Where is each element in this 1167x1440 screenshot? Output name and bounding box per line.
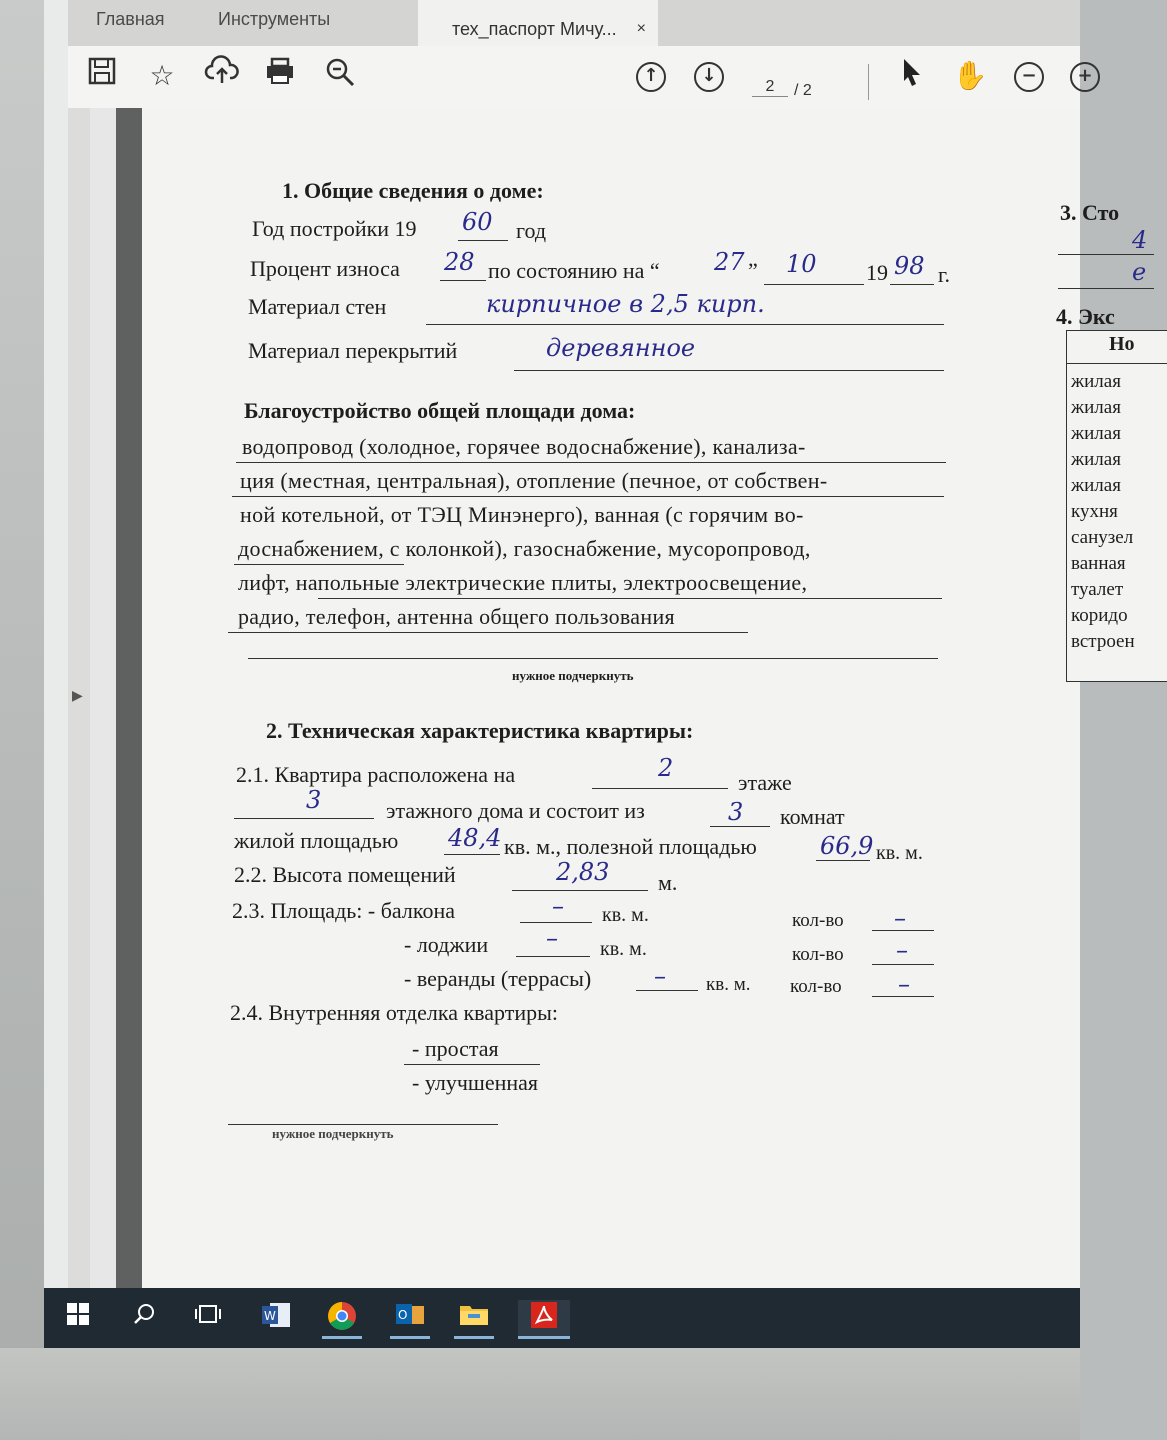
floors-value: деревянное: [546, 334, 696, 362]
s23-balcony-count: –: [894, 904, 906, 932]
tab-document-label: тех_паспорт Мичу...: [452, 19, 617, 39]
star-icon[interactable]: ☆: [149, 59, 175, 92]
walls-label: Материал стен: [248, 294, 387, 319]
s21-floors-line: [234, 818, 374, 819]
right-section-4-title: 4. Экс: [1056, 304, 1115, 329]
year-line: [458, 240, 508, 241]
s23-loggia-unit: кв. м.: [600, 938, 647, 960]
s23-balcony-value: –: [552, 892, 564, 920]
close-icon[interactable]: ×: [636, 20, 646, 37]
s23-loggia-line: [516, 956, 590, 957]
s21-floor: 2: [658, 754, 674, 782]
amenities-title: Благоустройство общей площади дома:: [244, 398, 636, 423]
s21-label-g: кв. м.: [876, 842, 923, 864]
s21-label-e: жилой площадью: [234, 828, 399, 853]
floors-label: Материал перекрытий: [248, 338, 458, 363]
wear-year: 98: [894, 252, 925, 280]
s22-line: [512, 890, 648, 891]
hand-tool-icon[interactable]: ✋: [952, 59, 988, 92]
amenities-line-4: доснабжением, с колонкой), газоснабжение, мусоропровод,: [238, 536, 811, 561]
s23-veranda-count-line: [872, 996, 934, 997]
acrobat-icon[interactable]: [518, 1300, 570, 1339]
right-table-header: [1067, 331, 1167, 364]
wear-mid: по состоянию на “: [488, 258, 660, 283]
s23-veranda-line: [636, 990, 698, 991]
wear-year-pre: 19: [866, 260, 888, 285]
wear-month: 10: [786, 250, 817, 278]
table-row: встроен: [1071, 631, 1135, 652]
wear-month-line: [764, 284, 864, 285]
s22-unit: м.: [658, 870, 678, 895]
document-viewer[interactable]: [68, 108, 1148, 1288]
table-row: жилая: [1071, 475, 1121, 496]
svg-text:O: O: [398, 1308, 408, 1322]
right-hw-1: 4: [1132, 226, 1148, 254]
wear-g: г.: [938, 262, 951, 287]
walls-value: кирпичное в 2,5 кирп.: [486, 290, 765, 318]
print-icon[interactable]: [260, 56, 300, 96]
s22-height: 2,83: [556, 858, 610, 886]
s24-label: 2.4. Внутренняя отделка квартиры:: [230, 1000, 559, 1025]
right-table: [1066, 330, 1167, 682]
s23-veranda-unit: кв. м.: [706, 974, 751, 995]
s21-floors: 3: [306, 786, 322, 814]
cloud-upload-icon[interactable]: [202, 56, 242, 96]
chrome-icon[interactable]: [322, 1300, 362, 1339]
expand-arrow-icon[interactable]: ▶: [72, 688, 83, 704]
s21-label-c: этажного дома и состоит из: [386, 798, 645, 823]
note-line-1: [248, 658, 938, 659]
svg-text:W: W: [264, 1309, 276, 1323]
s21-label-d: комнат: [780, 804, 845, 829]
page-up-icon[interactable]: ↑: [636, 62, 666, 92]
task-view-icon[interactable]: [188, 1300, 228, 1336]
wear-day: 27: [714, 248, 745, 276]
table-row: жилая: [1071, 449, 1121, 470]
wear-year-line: [890, 284, 934, 285]
toolbar-divider: [868, 64, 869, 100]
zoom-search-icon[interactable]: [320, 56, 360, 96]
s23-balcony-count-line: [872, 930, 934, 931]
toolbar: [68, 46, 1093, 109]
page-down-icon[interactable]: ↓: [694, 62, 724, 92]
s23-veranda-label: - веранды (террасы): [404, 966, 592, 991]
s23-veranda-count: –: [898, 970, 910, 998]
right-table-header-label: Но: [1109, 333, 1135, 355]
s23-balcony-line: [520, 922, 592, 923]
s23-loggia-count-line: [872, 964, 934, 965]
wear-quote: ”: [748, 258, 758, 283]
tab-bar: [68, 0, 1080, 46]
table-row: коридо: [1071, 605, 1128, 626]
search-icon[interactable]: [124, 1300, 164, 1336]
right-hw-2: е: [1132, 258, 1147, 286]
table-row: жилая: [1071, 397, 1121, 418]
side-panel-toggle[interactable]: [68, 108, 90, 1288]
year-value: 60: [462, 208, 493, 236]
wear-value: 28: [444, 248, 475, 276]
amenities-underline-5: [318, 598, 942, 599]
s23-loggia-label: - лоджии: [404, 932, 489, 957]
windows-start-icon[interactable]: [58, 1300, 98, 1336]
tab-home[interactable]: Главная: [96, 9, 165, 29]
tab-document[interactable]: [418, 0, 658, 50]
amenities-underline-2: [232, 496, 944, 497]
s24-simple-underline: [404, 1064, 540, 1065]
s22-label: 2.2. Высота помещений: [234, 862, 456, 887]
amenities-line-2: ция (местная, центральная), отопление (печное, от собствен-: [240, 468, 828, 493]
walls-line: [426, 324, 944, 325]
amenities-underline-6: [228, 632, 748, 633]
table-row: санузел: [1071, 527, 1134, 548]
s21-useful-line: [816, 860, 870, 861]
page-number-input[interactable]: 2: [752, 78, 788, 97]
page-total: / 2: [794, 82, 812, 99]
note-2: нужное подчеркнуть: [272, 1126, 394, 1141]
s23-loggia-count: –: [896, 936, 908, 964]
s23-balcony-unit: кв. м.: [602, 904, 649, 926]
monitor-bottom-bezel: [0, 1348, 1080, 1440]
taskbar: [44, 1288, 1080, 1348]
s23-veranda-count-label: кол-во: [790, 976, 842, 997]
table-row: жилая: [1071, 423, 1121, 444]
amenities-underline-1: [236, 462, 946, 463]
zoom-out-icon[interactable]: −: [1014, 62, 1044, 92]
document-page: [142, 108, 1148, 1288]
right-section-3-title: 3. Сто: [1060, 200, 1120, 225]
s21-rooms-line: [710, 826, 770, 827]
s21-label-f: кв. м., полезной площадью: [504, 834, 757, 859]
outlook-icon[interactable]: [390, 1300, 430, 1339]
section-2-title: 2. Техническая характеристика квартиры:: [266, 718, 694, 743]
word-icon[interactable]: [256, 1300, 296, 1336]
s23-loggia-count-label: кол-во: [792, 944, 844, 965]
right-line-2: [1058, 288, 1154, 289]
amenities-line-1: водопровод (холодное, горячее водоснабжение), канализа-: [242, 434, 806, 459]
year-label: Год постройки 19: [252, 216, 417, 241]
tab-tools[interactable]: Инструменты: [218, 9, 331, 29]
screen: [44, 0, 1148, 1348]
wear-label: Процент износа: [250, 256, 400, 281]
s21-living-line: [444, 854, 500, 855]
note-line-2: [228, 1124, 498, 1125]
amenities-line-3: ной котельной, от ТЭЦ Минэнерго), ванная (с горячим во-: [240, 502, 804, 527]
save-icon[interactable]: [82, 56, 122, 96]
amenities-line-6: радио, телефон, антенна общего пользования: [238, 604, 675, 629]
s21-rooms: 3: [728, 798, 744, 826]
page-gutter: [116, 108, 142, 1288]
s23-balcony-count-label: кол-во: [792, 910, 844, 931]
s23-veranda-value: –: [654, 962, 666, 990]
s21-useful-area: 66,9: [820, 832, 874, 860]
file-explorer-icon[interactable]: [454, 1300, 494, 1339]
s21-floor-line: [592, 788, 728, 789]
floors-line: [514, 370, 944, 371]
s21-label-b: этаже: [738, 770, 792, 795]
table-row: кухня: [1071, 501, 1118, 522]
amenities-underline-4: [234, 564, 404, 565]
s21-label-a: 2.1. Квартира расположена на: [236, 762, 516, 787]
right-line-1: [1058, 254, 1154, 255]
s24-simple: - простая: [412, 1036, 499, 1061]
table-row: ванная: [1071, 553, 1126, 574]
s21-living-area: 48,4: [448, 824, 502, 852]
s23-loggia-value: –: [546, 924, 558, 952]
s23-balcony-label: 2.3. Площадь: - балкона: [232, 898, 455, 923]
s24-improved: - улучшенная: [412, 1070, 539, 1095]
zoom-in-icon[interactable]: +: [1070, 62, 1100, 92]
section-1-title: 1. Общие сведения о доме:: [282, 178, 544, 203]
wear-line: [440, 280, 486, 281]
note-1: нужное подчеркнуть: [512, 668, 634, 683]
select-pointer-icon[interactable]: [892, 56, 932, 96]
table-row: жилая: [1071, 371, 1121, 392]
amenities-line-5: лифт, напольные электрические плиты, электроосвещение,: [238, 570, 808, 595]
year-suffix: год: [516, 218, 547, 243]
table-row: туалет: [1071, 579, 1124, 600]
